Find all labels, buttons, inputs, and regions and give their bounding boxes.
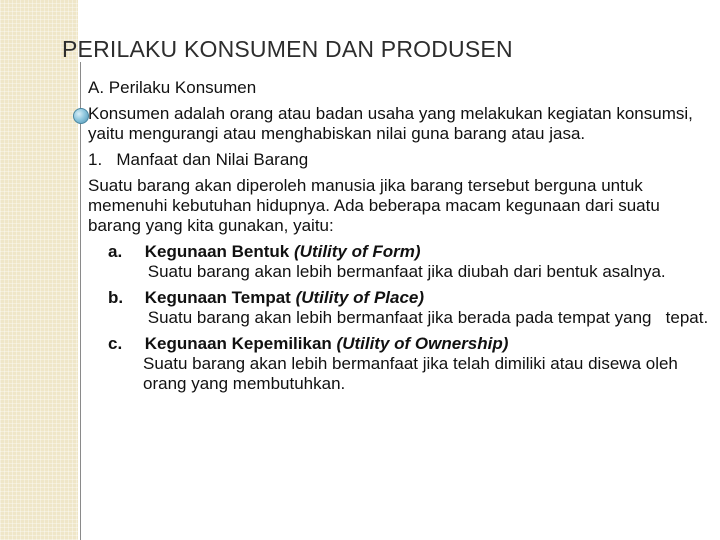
list-item-b-body: Suatu barang akan lebih bermanfaat jika berada pada tempat yang tepat.: [143, 308, 709, 327]
list-marker: c.: [108, 334, 123, 353]
slide-title: PERILAKU KONSUMEN DAN PRODUSEN: [62, 36, 513, 62]
section-heading: A. Perilaku Konsumen: [88, 78, 257, 97]
list-item-subtitle: (Utility of Ownership): [336, 334, 509, 353]
list-marker: a.: [108, 242, 123, 261]
paragraph-utility-intro: Suatu barang akan diperoleh manusia jika barang tersebut berguna untuk memenuhi kebutuhan hidupnya. Ada beberapa macam kegunaan dari suatu barang yang kita gunakan, yaitu:: [88, 176, 660, 235]
list-item-subtitle: (Utility of Place): [295, 288, 425, 307]
list-marker: b.: [108, 288, 124, 307]
list-item-title: Kegunaan Kepemilikan: [144, 334, 332, 353]
list-item-title: Kegunaan Bentuk: [144, 242, 290, 261]
slide-content: [88, 78, 716, 394]
list-item-a-heading: [88, 242, 716, 262]
list-item-title: Kegunaan Tempat: [144, 288, 291, 307]
list-item-c-heading: [88, 334, 716, 354]
list-item-c-body: Suatu barang akan lebih bermanfaat jika telah dimiliki atau disewa oleh orang yang membutuhkan.: [143, 354, 683, 393]
paragraph-definition: Konsumen adalah orang atau badan usaha yang melakukan kegiatan konsumsi, yaitu mengurangi atau menghabiskan nilai guna barang atau jasa.: [88, 104, 693, 143]
list-item-a-body: Suatu barang akan lebih bermanfaat jika diubah dari bentuk asalnya.: [143, 262, 666, 281]
circle-bullet-icon: [73, 108, 89, 124]
numbered-item-1: 1. Manfaat dan Nilai Barang: [88, 150, 309, 169]
list-item-b-heading: [88, 288, 716, 308]
decorative-left-strip: [0, 0, 78, 540]
vertical-divider-line: [80, 62, 81, 540]
list-item-subtitle: (Utility of Form): [294, 242, 421, 261]
